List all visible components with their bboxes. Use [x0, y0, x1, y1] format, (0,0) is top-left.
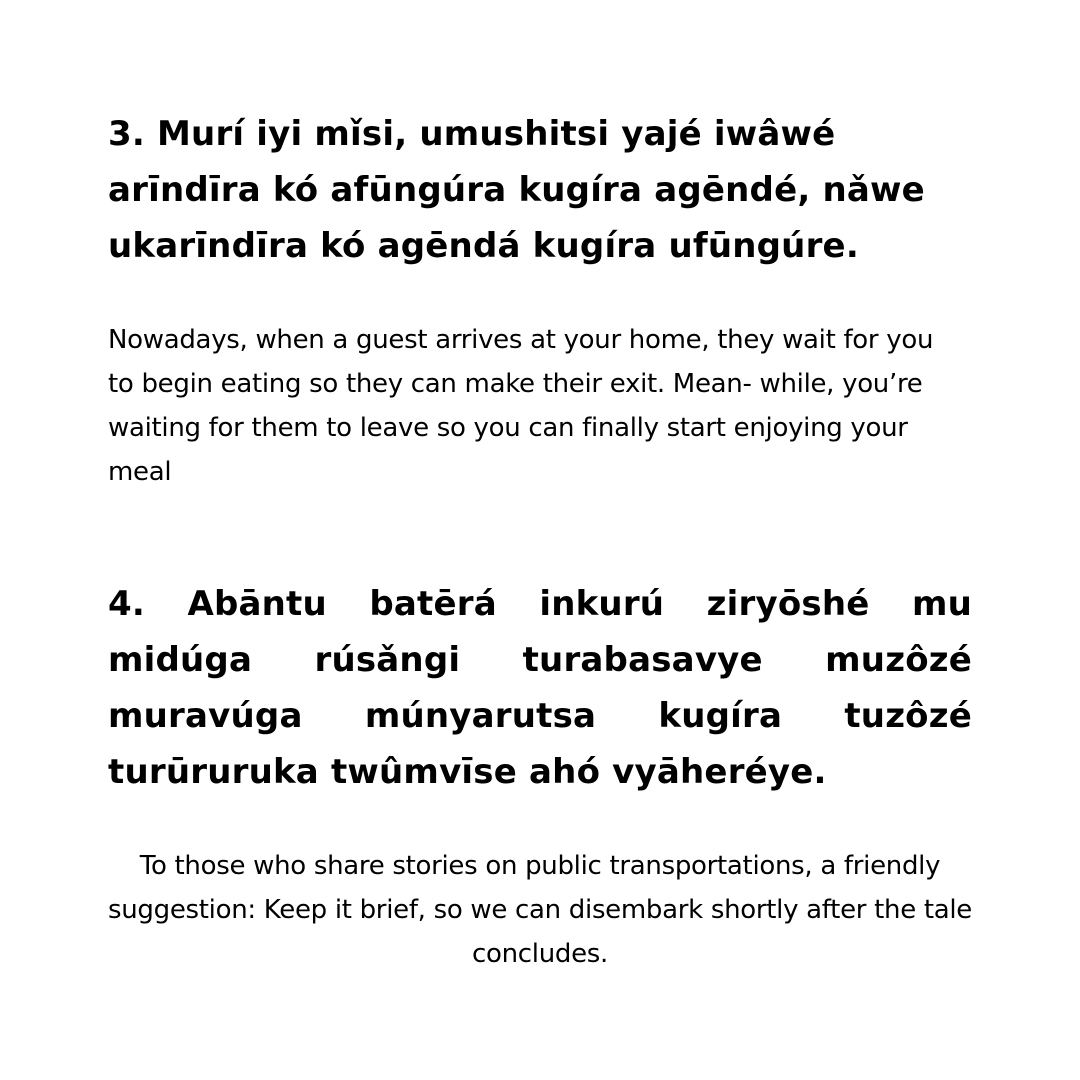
proverb-3-heading: 3. Murí iyi mǐsi, umushitsi yajé iwâwé arīndīra kó afūngúra kugíra agēndé, nǎwe ukarīndīra kó agēndá kugíra ufūngúre.: [108, 114, 925, 266]
proverb-4-translation: To those who share stories on public transportations, a friendly suggestion: Keep it brief, so we can disembark shortly after the tale concludes.: [108, 851, 972, 969]
proverb-3-translation: Nowadays, when a guest arrives at your home, they wait for you to begin eating so they can make their exit. Mean- while, you’re waiting for them to leave so you can finally start enjoying your meal: [108, 325, 934, 487]
proverb-4-heading: 4. Abāntu batērá inkurú ziryōshé mu midúga rúsǎngi turabasavye muzôzé muravúga múnyarutsa kugíra tuzôzé turūruruka twûmvīse ahó vyāheréye.: [108, 584, 972, 792]
